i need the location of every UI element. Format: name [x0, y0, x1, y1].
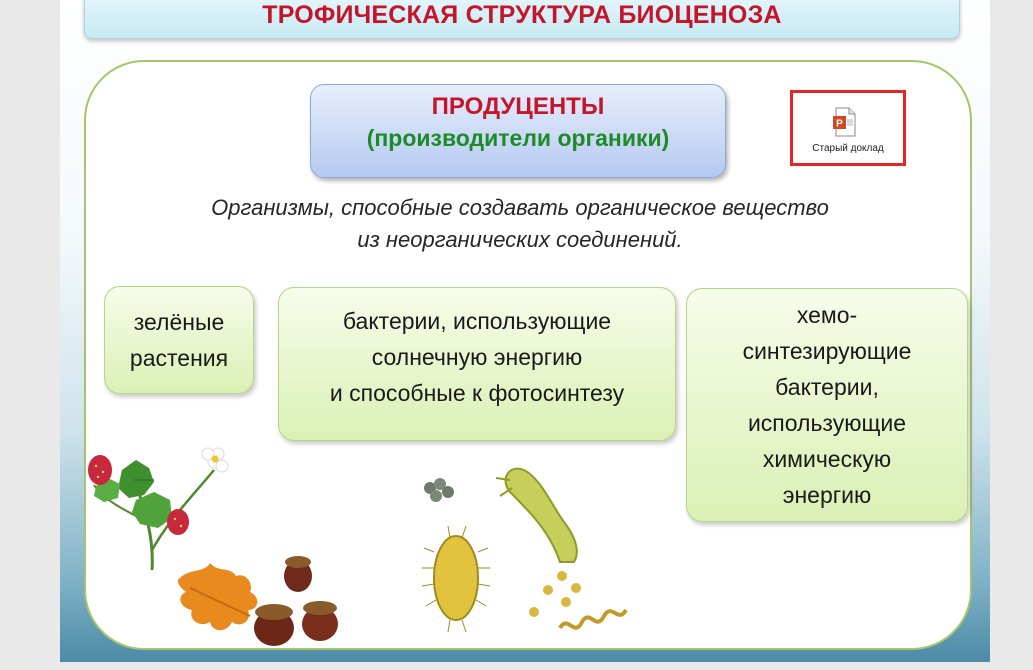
- powerpoint-file-icon: [833, 107, 857, 137]
- producers-title: ПРОДУЦЕНТЫ: [431, 93, 605, 120]
- bacteria-illustration: [400, 452, 640, 644]
- photosynthetic-bacteria-box: [278, 287, 676, 441]
- slide-title: ТРОФИЧЕСКАЯ СТРУКТУРА БИОЦЕНОЗА: [262, 1, 782, 29]
- svg-text:P: P: [836, 118, 843, 130]
- photosynthetic-bacteria-text: бактерии, использующие солнечную энергию и способные к фотосинтезу: [329, 308, 625, 406]
- chemosynthetic-bacteria-text: хемо- синтезирующие бактерии, использующие химическую энергию: [742, 302, 912, 508]
- producers-subtitle: (производители органики): [366, 125, 670, 151]
- green-plants-box: [104, 286, 254, 394]
- oak-leaf-acorns-illustration: [170, 548, 370, 648]
- embedded-presentation-label: Старый доклад: [812, 143, 884, 154]
- slide: [60, 0, 990, 662]
- embedded-presentation-link[interactable]: [790, 90, 906, 166]
- title-bar: [84, 0, 960, 39]
- green-plants-text: зелёные растения: [129, 309, 229, 371]
- producers-heading-box: [310, 84, 726, 178]
- definition-text: Организмы, способные создавать органическое вещество из неорганических соединений.: [211, 195, 829, 252]
- chemosynthetic-bacteria-box: [686, 288, 968, 522]
